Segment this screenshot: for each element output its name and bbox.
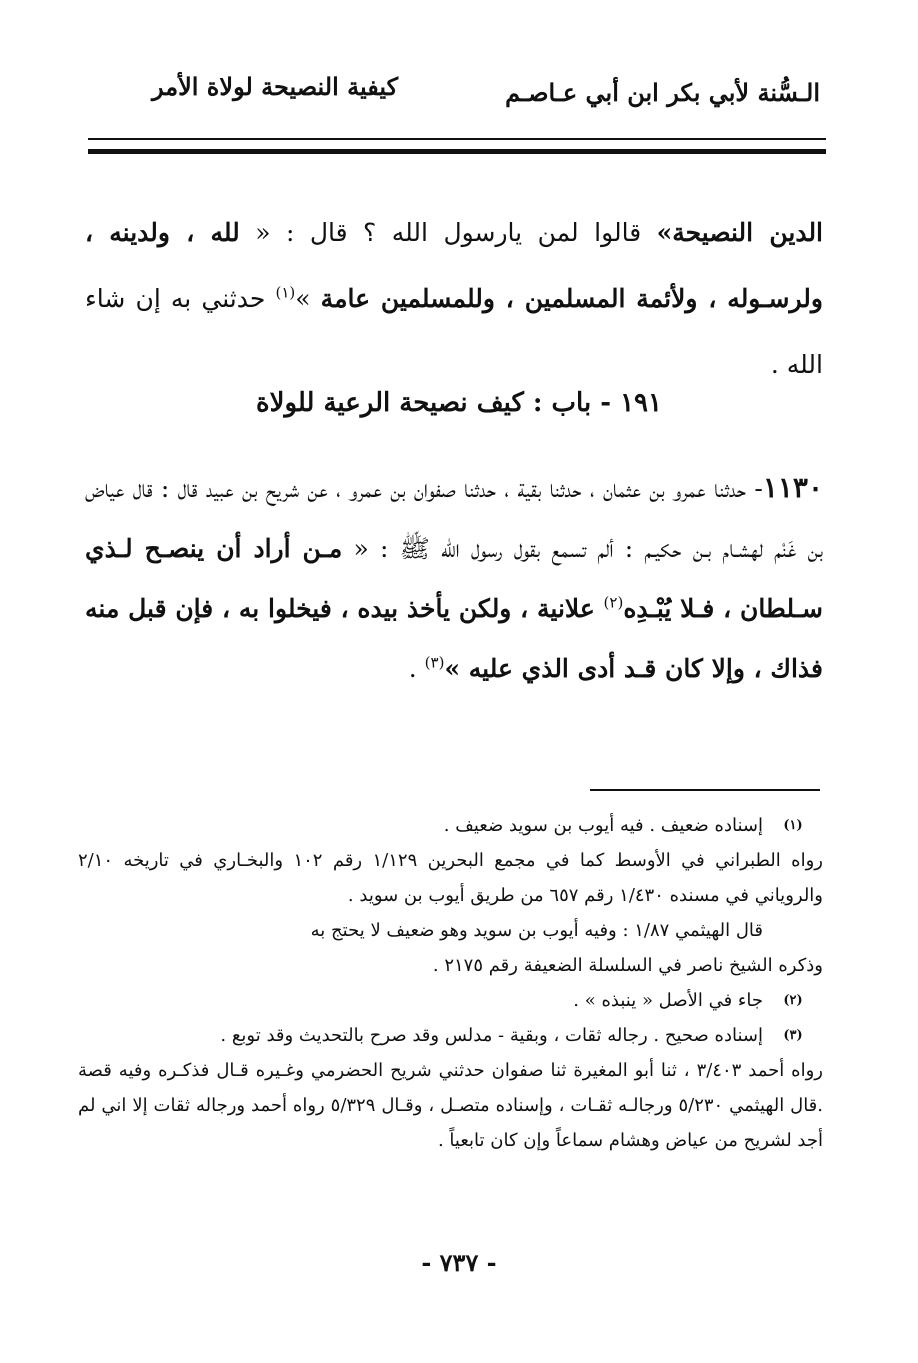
hadith-paragraph — [85, 458, 823, 699]
header-rule-thick — [88, 149, 826, 154]
footnote-3 — [78, 1018, 823, 1053]
footnote-separator — [590, 789, 820, 791]
footnote-ref-1: (١) — [275, 283, 296, 302]
footnote-ref-2: (٢) — [603, 593, 624, 612]
footnote-line: إسناده ضعيف . فيه أيوب بن سويد ضعيف . — [443, 815, 763, 836]
footnote-mark: (٢) — [783, 993, 803, 1008]
footnote-line: وذكره الشيخ ناصر في السلسلة الضعيفة رقم ٢١٧٥ . — [432, 955, 823, 976]
hadith-continuation-paragraph — [85, 200, 823, 398]
hadith-opening: الدين النصيحة» — [656, 218, 824, 247]
narration-text-end: حدثني به إن شاء الله . — [85, 284, 823, 379]
footnote-line: جاء في الأصل « ينبذه » . — [573, 990, 763, 1011]
footnote-line: قال الهيثمي ١/٨٧ : وفيه أيوب بن سويد وهو ضعيف لا يحتج به — [310, 920, 763, 941]
footnote-line: رواه الطبراني في الأوسط كما في مجمع البحرين ١/١٢٩ رقم ١٠٢ والبخـاري في تاريخه ٢/١٠ والروياني في مسنده ١/٤٣٠ رقم ٦٥٧ من طريق أيوب بن سويد . — [78, 850, 823, 906]
footnote-2 — [78, 983, 823, 1018]
hadith-end: . — [408, 654, 425, 683]
narration-text: قالوا لمن يارسول الله ؟ قال : « — [239, 218, 657, 247]
running-header-chapter-title: كيفية النصيحة لولاة الأمر — [152, 72, 399, 101]
footnotes — [78, 808, 823, 1158]
footnote-mark: (٣) — [783, 1028, 803, 1043]
header-rule-thin — [88, 138, 826, 140]
hadith-number: ١١٣٠ — [762, 471, 823, 504]
isnad-text: - حدثنا عمرو بن عثمان ، حدثنا بقية ، حدثنا صفوان بن عمرو ، عن شريح بن عبيد قال : قال عياض بن غَنْم لهشـام بـن حكيـم : ألم تسمع بقول رسول الله ﷺ : « — [85, 474, 823, 563]
hadith-text-1: مـن أراد أن ينصـح لـذي سـلطان ، فـلا يُبْـدِه — [85, 534, 823, 623]
hadith-text-2: علانية ، ولكن يأخذ بيده ، فيخلوا به ، فإن قبل منه فذاك ، وإلا كان قـد أدى الذي عليه » — [85, 594, 823, 683]
footnote-line: رواه أحمد ٣/٤٠٣ ، ثنا أبو المغيرة ثنا صفوان حدثني شريح الحضرمي وغـيره قـال فذكـره وفيه قصة .قال الهيثمي ٥/٢٣٠ ورجالـه ثقـات ، وإسناده متصـل ، وقـال ٥/٣٢٩ رواه أحمد ورجاله ثقات إلا اني لم أجد لشريح من عياض وهشام سماعاً وإن كان تابعياً . — [78, 1060, 824, 1151]
footnote-line: إسناده صحيح . رجاله ثقات ، وبقية - مدلس وقد صرح بالتحديث وقد توبع . — [220, 1025, 763, 1046]
footnote-1 — [78, 808, 823, 843]
chapter-heading: ١٩١ - باب : كيف نصيحة الرعية للولاة — [256, 388, 662, 418]
footnote-ref-3: (٣) — [424, 653, 445, 672]
hadith-text: لله ، ولدينه ، ولرسـوله ، ولأئمة المسلمين ، وللمسلمين عامة — [85, 218, 823, 313]
running-header-book-title: الـسُّنة لأبي بكر ابن أبي عـاصـم — [505, 78, 820, 107]
quote-close: » — [295, 284, 321, 313]
footnote-mark: (١) — [783, 818, 803, 833]
page-number: - ٧٣٧ - — [421, 1248, 497, 1277]
